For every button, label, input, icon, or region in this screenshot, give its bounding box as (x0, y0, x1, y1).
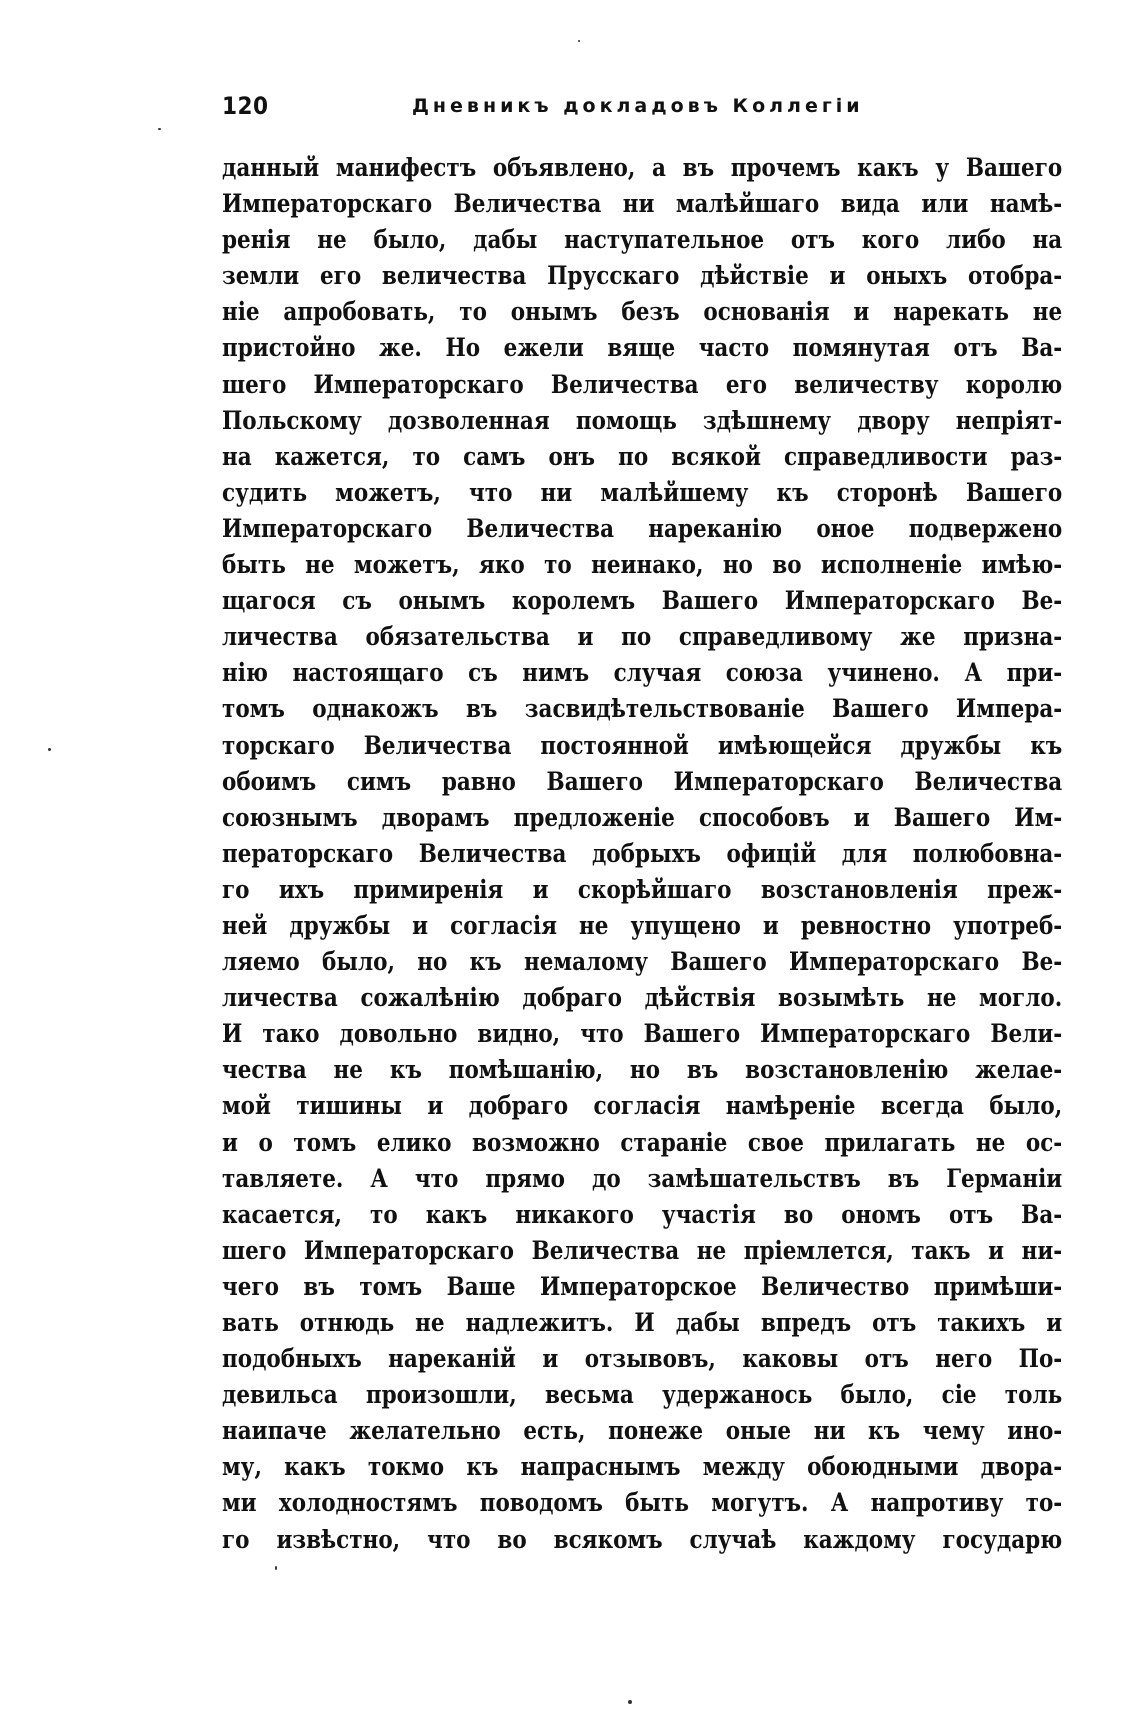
text-line: томъ однакожъ въ засвидѣтельствованіе Вашего Импера- (222, 694, 1063, 724)
text-line: торскаго Величества постоянной имѣющейся дружбы къ (222, 730, 1063, 760)
text-line: личества обязательства и по справедливому же призна- (222, 622, 1063, 652)
page-number: 120 (222, 92, 269, 120)
scan-speck (48, 748, 51, 751)
text-line: мой тишины и добраго согласія намѣреніе всегда было, (222, 1091, 1063, 1121)
text-line: ми холодностямъ поводомъ быть могутъ. А напротиву то- (222, 1488, 1063, 1518)
text-line: ніе апробовать, то онымъ безъ основанія и нарекать не (222, 297, 1063, 327)
text-line: ренія не было, дабы наступательное отъ кого либо на (222, 225, 1063, 255)
text-line: и о томъ елико возможно стараніе свое прилагать не ос- (222, 1127, 1063, 1157)
text-line: личества сожалѣнію добраго дѣйствія возымѣть не могло. (222, 983, 1063, 1013)
text-line: данный манифестъ объявлено, а въ прочемъ какъ у Вашего (222, 153, 1063, 182)
text-line: быть не можетъ, яко то неинако, но во исполненіе имѣю- (222, 550, 1063, 580)
text-line: Императорскаго Величества ни малѣйшаго вида или намѣ- (222, 189, 1063, 219)
text-line: шего Императорскаго Величества его величеству королю (222, 369, 1063, 399)
text-line: обоимъ симъ равно Вашего Императорскаго Величества (222, 766, 1063, 796)
text-line: го извѣстно, что во всякомъ случаѣ каждому государю (222, 1524, 1063, 1554)
page-header (222, 92, 1062, 128)
text-line: чества не къ помѣшанію, но въ возстановленію желае- (222, 1055, 1063, 1085)
scan-speck (275, 1566, 277, 1570)
text-line: земли его величества Прусскаго дѣйствіе и оныхъ отобра- (222, 261, 1063, 291)
text-line: наипаче желательно есть, понеже оные ни къ чему ино- (222, 1416, 1063, 1446)
text-line: союзнымъ дворамъ предложеніе способовъ и Вашего Им- (222, 802, 1063, 832)
text-line: нію настоящаго съ нимъ случая союза учинено. А при- (222, 658, 1063, 688)
text-line: вать отнюдь не надлежитъ. И дабы впредъ отъ такихъ и (222, 1308, 1063, 1337)
text-line: ператорскаго Величества добрыхъ офицій для полюбовна- (222, 838, 1063, 868)
text-line: ляемо было, но къ немалому Вашего Императорскаго Ве- (222, 947, 1063, 977)
text-line: И тако довольно видно, что Вашего Императорскаго Вели- (222, 1019, 1063, 1049)
text-line: пристойно же. Но ежели вяще часто помянутая отъ Ва- (222, 333, 1063, 363)
text-line: девильса произошли, весьма удержанось было, сіе толь (222, 1380, 1063, 1410)
text-line: на кажется, то самъ онъ по всякой справедливости раз- (222, 441, 1063, 471)
text-line: Императорскаго Величества нареканію оное подвержено (222, 513, 1063, 543)
text-line: подобныхъ нареканій и отзывовъ, каковы отъ него По- (222, 1344, 1063, 1374)
text-line: Польскому дозволенная помощь здѣшнему двору непріят- (222, 405, 1063, 435)
text-line: ней дружбы и согласія не упущено и ревностно употреб- (222, 910, 1063, 940)
text-line: касается, то какъ никакого участія во ономъ отъ Ва- (222, 1199, 1063, 1229)
running-title: Дневникъ докладовъ Коллегіи (412, 95, 864, 117)
scan-speck (628, 1700, 632, 1704)
body-text (222, 150, 1062, 1558)
text-line: щагося съ онымъ королемъ Вашего Императорскаго Ве- (222, 586, 1063, 616)
text-line: го ихъ примиренія и скорѣйшаго возстановленія преж- (222, 874, 1063, 904)
text-line: чего въ томъ Ваше Императорское Величество примѣши- (222, 1271, 1063, 1301)
text-line: му, какъ токмо къ напраснымъ между обоюдными двора- (222, 1452, 1063, 1482)
scan-speck (158, 128, 161, 130)
text-line: судить можетъ, что ни малѣйшему къ сторонѣ Вашего (222, 477, 1063, 507)
text-line: шего Императорскаго Величества не пріемлется, такъ и ни- (222, 1235, 1063, 1265)
scan-speck (578, 40, 580, 42)
text-line: тавляете. А что прямо до замѣшательствъ въ Германіи (222, 1163, 1063, 1193)
